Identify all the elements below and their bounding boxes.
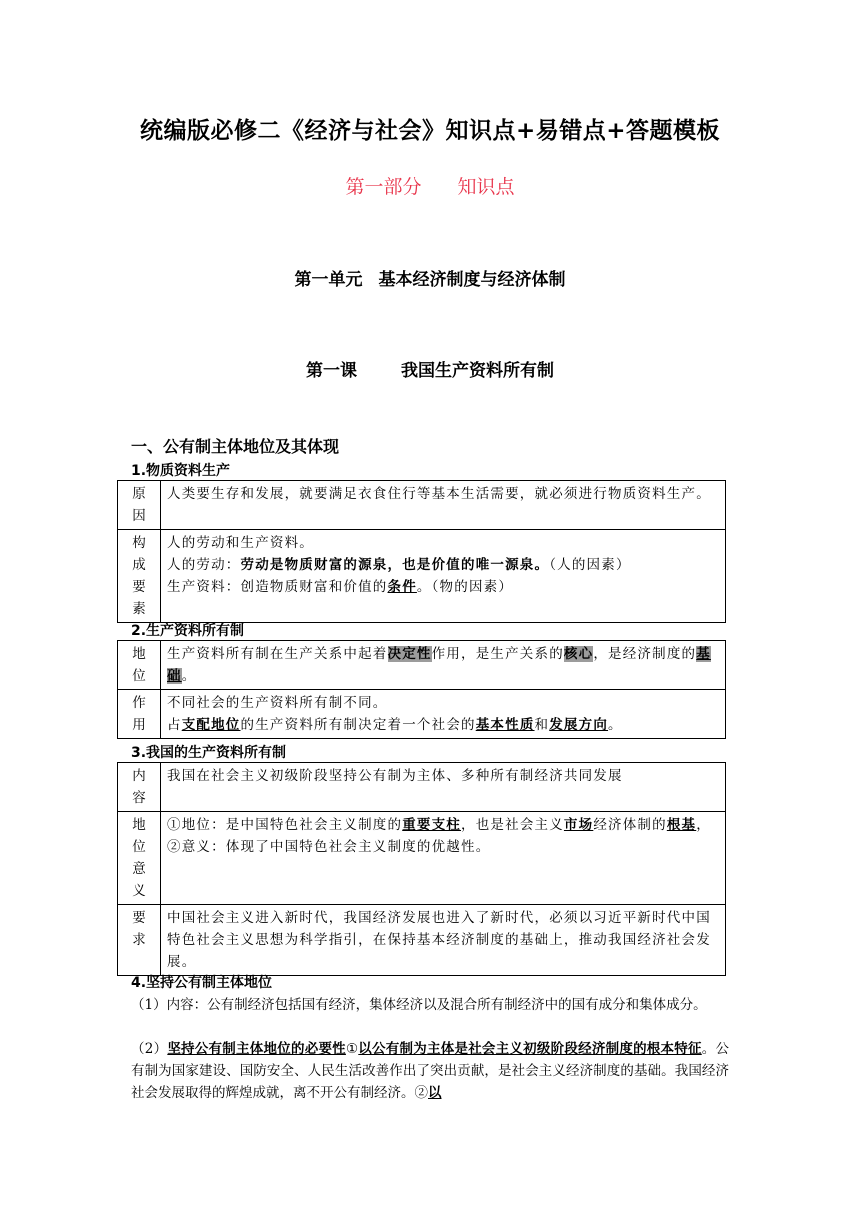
row-label: 地 位 (118, 641, 161, 690)
paragraph-content: （1）内容：公有制经济包括国有经济，集体经济以及混合所有制经济中的国有成分和集体成分。 (131, 997, 707, 1013)
part-heading (0, 172, 860, 199)
row-label: 内 容 (118, 763, 161, 812)
row-label: 地 位 意 义 (118, 812, 161, 905)
row-label: 构 成 要 素 (118, 530, 161, 623)
row-label: 作 用 (118, 690, 161, 739)
table-row (118, 530, 726, 623)
table-row (118, 763, 726, 812)
table-row (118, 812, 726, 905)
part-name: 知识点 (457, 176, 515, 198)
table-row (118, 690, 726, 739)
row-content: 生产资料所有制在生产关系中起着决定性作用，是生产关系的核心，是经济制度的基础。 (161, 641, 726, 690)
lesson-name: 我国生产资料所有制 (401, 361, 554, 381)
subsection-heading-2: 2.生产资料所有制 (131, 623, 245, 639)
row-content: 人的劳动和生产资料。 人的劳动：劳动是物质财富的源泉，也是价值的唯一源泉。（人的因素） 生产资料：创造物质财富和价值的条件。（物的因素） (161, 530, 726, 623)
table-row (118, 481, 726, 530)
row-content: 中国社会主义进入新时代，我国经济发展也进入了新时代，必须以习近平新时代中国特色社会主义思想为科学指引，在保持基本经济制度的基础上，推动我国经济社会发展。 (161, 905, 726, 976)
row-label: 原 因 (118, 481, 161, 530)
row-label: 要 求 (118, 905, 161, 976)
subsection-heading-1: 1.物质资料生产 (131, 463, 231, 479)
lesson-number: 第一课 (306, 361, 357, 381)
table-row (118, 905, 726, 976)
lesson-heading (0, 356, 860, 381)
paragraph-necessity: （2）坚持公有制主体地位的必要性①以公有制为主体是社会主义初级阶段经济制度的根本特征。公有制为国家建设、国防安全、人民生活改善作出了突出贡献，是社会主义经济制度的基础。我国经济社会发展取得的辉煌成就，离不开公有制经济。②以 (131, 1041, 730, 1101)
unit-number: 第一单元 (294, 270, 363, 290)
row-content: ①地位：是中国特色社会主义制度的重要支柱，也是社会主义市场经济体制的根基， ②意义：体现了中国特色社会主义制度的优越性。 (161, 812, 726, 905)
table-china-ownership (117, 762, 726, 976)
part-number: 第一部分 (345, 176, 422, 198)
subsection-heading-4: 4.坚持公有制主体地位 (131, 975, 273, 991)
row-content: 不同社会的生产资料所有制不同。 占支配地位的生产资料所有制决定着一个社会的基本性质和发展方向。 (161, 690, 726, 739)
unit-name: 基本经济制度与经济体制 (378, 270, 566, 290)
table-row (118, 641, 726, 690)
table-ownership (117, 640, 726, 739)
subsection-heading-3: 3.我国的生产资料所有制 (131, 745, 287, 761)
row-content: 我国在社会主义初级阶段坚持公有制为主体、多种所有制经济共同发展 (161, 763, 726, 812)
section-heading: 一、公有制主体地位及其体现 (131, 437, 340, 456)
unit-heading (0, 265, 860, 290)
row-content: 人类要生存和发展，就要满足衣食住行等基本生活需要，就必须进行物质资料生产。 (161, 481, 726, 530)
table-material-production (117, 480, 726, 623)
document-title: 统编版必修二《经济与社会》知识点+易错点+答题模板 (139, 118, 721, 144)
